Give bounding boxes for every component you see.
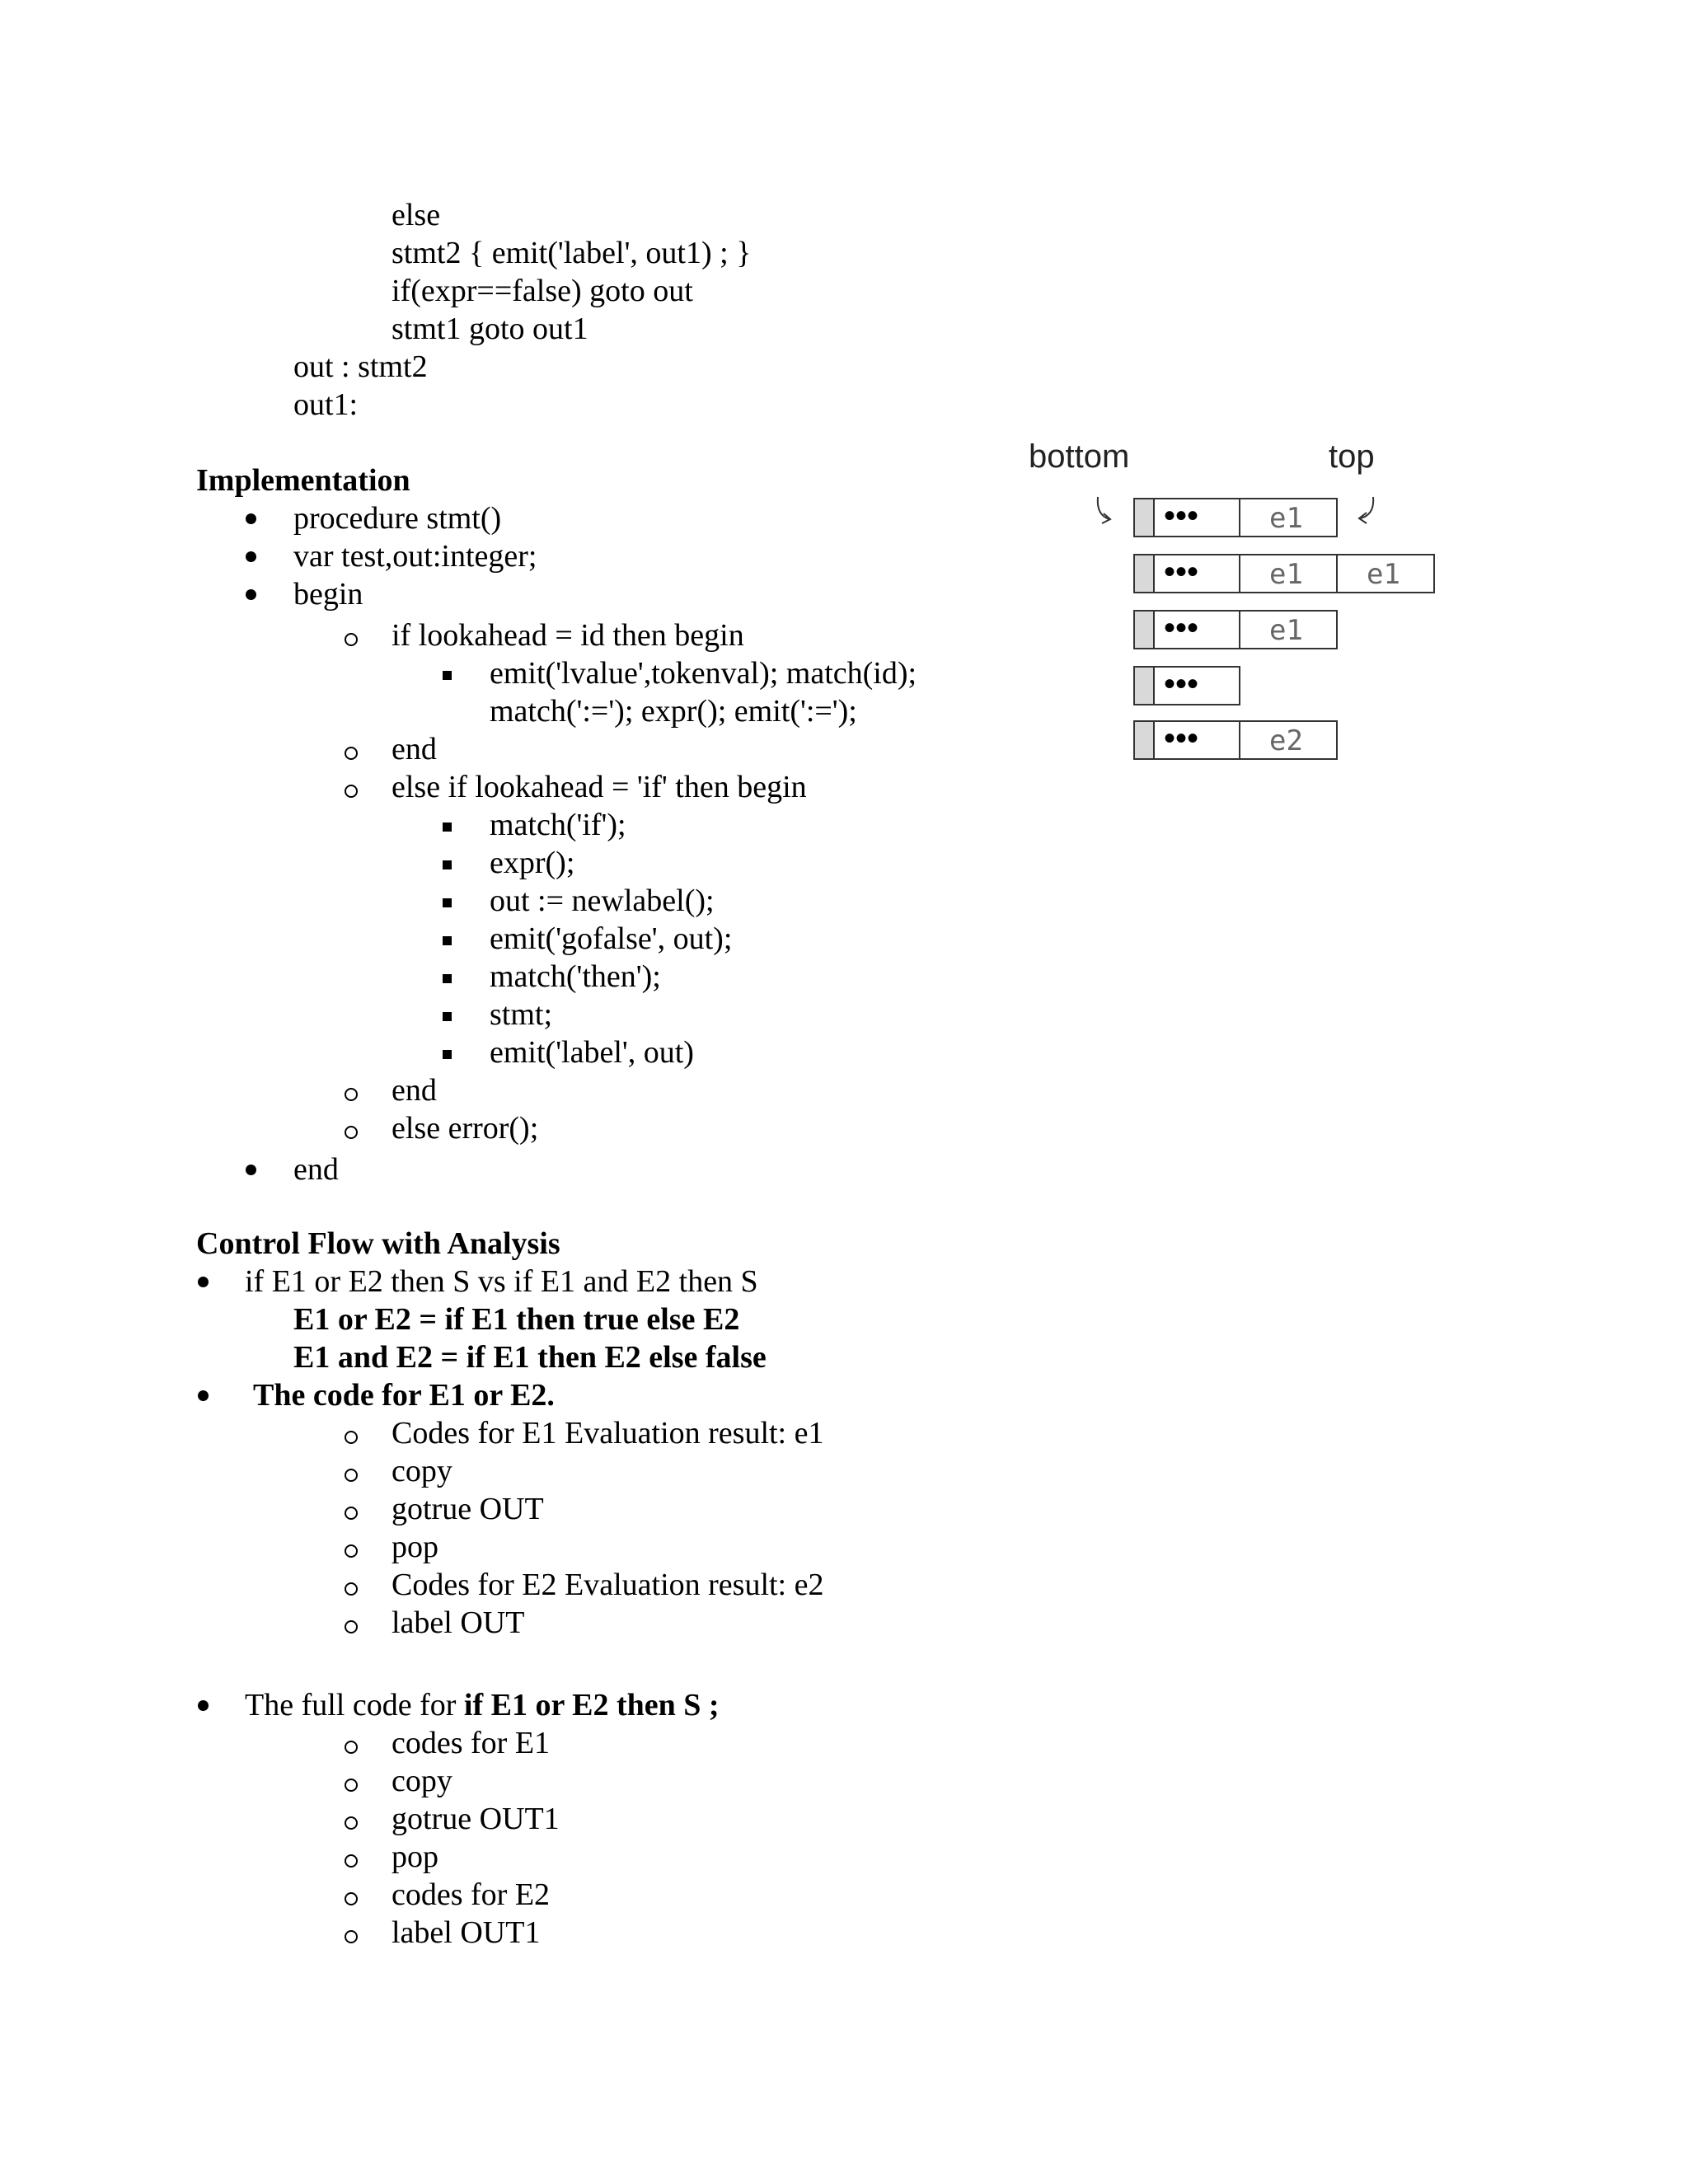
- list-item: if E1 or E2 then S vs if E1 and E2 then S: [245, 1264, 758, 1299]
- list-item: expr();: [490, 846, 575, 880]
- bullet-circle: [345, 1854, 358, 1868]
- list-item: emit('label', out): [490, 1035, 694, 1070]
- list-item: stmt;: [490, 997, 553, 1032]
- stack-cell-value: e2: [1269, 724, 1303, 757]
- list-item: match('if');: [490, 808, 626, 842]
- full-code-intro-text: The full code for: [245, 1688, 464, 1722]
- stack-dots: •••: [1164, 498, 1199, 534]
- stack-cell-value: e1: [1269, 502, 1303, 535]
- bullet-circle: [345, 1507, 358, 1520]
- stack-cell-value: e1: [1269, 558, 1303, 591]
- list-item: gotrue OUT1: [392, 1802, 560, 1836]
- list-item: out := newlabel();: [490, 883, 715, 918]
- bullet-circle: [345, 1088, 358, 1101]
- list-item: label OUT: [392, 1605, 525, 1640]
- list-item: procedure stmt(): [293, 501, 502, 536]
- list-item: if lookahead = id then begin: [392, 618, 744, 653]
- bullet-disc: [246, 589, 256, 600]
- code-heading: The code for E1 or E2.: [253, 1378, 555, 1413]
- list-item: emit('gofalse', out);: [490, 921, 733, 956]
- bullet-disc: [198, 1390, 209, 1401]
- stack-row: [1134, 554, 1434, 593]
- code-line: stmt1 goto out1: [392, 312, 588, 346]
- bullet-circle: [345, 785, 358, 798]
- bullet-square: [443, 936, 452, 945]
- stack-cell-value: e1: [1367, 558, 1400, 591]
- stack-cell-value: e1: [1269, 614, 1303, 647]
- bullet-square: [443, 860, 452, 869]
- bullet-circle: [345, 633, 358, 646]
- stack-dots: •••: [1164, 610, 1199, 646]
- bullet-circle: [345, 1126, 358, 1139]
- bullet-disc: [246, 1165, 256, 1175]
- list-item: end: [392, 732, 437, 766]
- list-item: end: [392, 1073, 437, 1108]
- rule-and: E1 and E2 = if E1 then E2 else false: [293, 1340, 767, 1375]
- bullet-disc: [198, 1700, 209, 1711]
- rule-or: E1 or E2 = if E1 then true else E2: [293, 1302, 740, 1337]
- stack-diagram: [1022, 433, 1451, 779]
- list-item: copy: [392, 1454, 452, 1488]
- stack-dots: •••: [1164, 666, 1199, 702]
- list-item: codes for E1: [392, 1726, 551, 1760]
- bullet-square: [443, 1050, 452, 1059]
- bullet-circle: [345, 1582, 358, 1596]
- code-line: stmt2 { emit('label', out1) ; }: [392, 236, 752, 270]
- bullet-circle: [345, 1620, 358, 1633]
- stack-dots: •••: [1164, 554, 1199, 590]
- list-item: copy: [392, 1764, 452, 1798]
- list-item: gotrue OUT: [392, 1492, 544, 1526]
- bullet-circle: [345, 1892, 358, 1905]
- bullet-circle: [345, 1816, 358, 1830]
- list-item: match('then');: [490, 959, 661, 994]
- list-item: label OUT1: [392, 1915, 541, 1950]
- bullet-square: [443, 1012, 452, 1021]
- bottom-arrow-icon: [1098, 497, 1110, 523]
- stack-row: [1134, 610, 1337, 649]
- top-label: top: [1329, 438, 1375, 475]
- list-item: else error();: [392, 1111, 539, 1146]
- stack-row: [1134, 666, 1240, 705]
- list-item: var test,out:integer;: [293, 539, 537, 574]
- bullet-disc: [246, 551, 256, 562]
- bullet-circle: [345, 1469, 358, 1482]
- list-item: pop: [392, 1530, 438, 1564]
- list-item: end: [293, 1152, 339, 1187]
- bullet-circle: [345, 1930, 358, 1943]
- list-item: emit('lvalue',tokenval); match(id);: [490, 656, 917, 691]
- bullet-square: [443, 671, 452, 680]
- bottom-label: bottom: [1029, 438, 1130, 475]
- bullet-disc: [198, 1277, 209, 1287]
- code-line: out1:: [293, 387, 359, 422]
- full-code-intro-bold: if E1 or E2 then S ;: [463, 1688, 720, 1722]
- bullet-circle: [345, 1544, 358, 1558]
- bullet-circle: [345, 747, 358, 760]
- list-item: codes for E2: [392, 1877, 551, 1912]
- bullet-square: [443, 898, 452, 907]
- bullet-circle: [345, 1431, 358, 1444]
- list-item-continuation: match(':='); expr(); emit(':=');: [490, 694, 857, 729]
- bullet-circle: [345, 1741, 358, 1754]
- list-item: pop: [392, 1840, 438, 1874]
- full-code-intro: [245, 1686, 720, 1724]
- bullet-circle: [345, 1779, 358, 1792]
- stack-row: [1134, 498, 1337, 537]
- code-line: if(expr==false) goto out: [392, 274, 693, 308]
- code-line: out : stmt2: [293, 349, 428, 384]
- list-item: begin: [293, 577, 363, 612]
- bullet-square: [443, 823, 452, 832]
- code-line: else: [392, 198, 441, 232]
- stack-row: [1134, 720, 1337, 759]
- implementation-heading: Implementation: [196, 463, 410, 498]
- bullet-disc: [246, 513, 256, 524]
- stack-dots: •••: [1164, 720, 1199, 757]
- control-flow-heading: Control Flow with Analysis: [196, 1226, 560, 1261]
- list-item: else if lookahead = 'if' then begin: [392, 770, 807, 804]
- list-item: Codes for E2 Evaluation result: e2: [392, 1568, 824, 1602]
- top-arrow-icon: [1359, 497, 1373, 523]
- bullet-square: [443, 974, 452, 983]
- list-item: Codes for E1 Evaluation result: e1: [392, 1416, 824, 1451]
